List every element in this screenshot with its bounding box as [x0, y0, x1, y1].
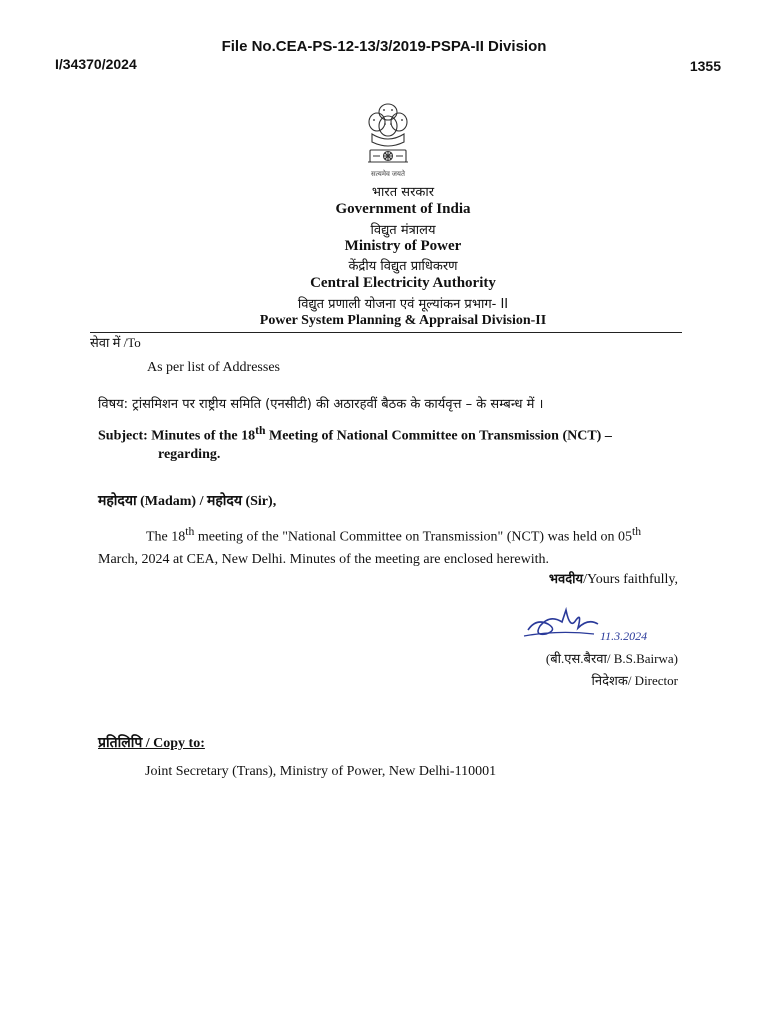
body-part-3: March, 2024 at CEA, New Delhi. Minutes of the meeting are enclosed herewith.	[98, 551, 549, 567]
ministry-name: Ministry of Power	[344, 238, 462, 254]
page-number: 1355	[689, 58, 721, 74]
copy-to-item: Joint Secretary (Trans), Ministry of Power, New Delhi-110001	[145, 764, 497, 779]
authority-name-hindi: केंद्रीय विद्युत प्राधिकरण	[348, 259, 458, 274]
body-paragraph	[98, 521, 680, 571]
subject-continuation: regarding.	[158, 446, 221, 462]
recipient-label: सेवा में /To	[90, 335, 141, 350]
signature-image	[518, 600, 658, 648]
subject-english	[98, 422, 688, 464]
header-divider	[90, 332, 682, 333]
closing-english: /Yours faithfully,	[583, 572, 678, 587]
closing-hindi: भवदीय	[548, 572, 584, 587]
body-part-2: meeting of the "National Committee on Transmission" (NCT) was held on 05	[194, 529, 632, 545]
national-emblem-icon	[364, 100, 412, 178]
subject-rest: Meeting of National Committee on Transmission (NCT) –	[265, 428, 612, 444]
govt-name: Government of India	[335, 201, 471, 217]
ministry-name-hindi: विद्युत मंत्रालय	[370, 223, 436, 238]
file-number: File No.CEA-PS-12-13/3/2019-PSPA-II Division	[221, 38, 547, 55]
signer-name: (बी.एस.बैरवा/ B.S.Bairwa)	[545, 651, 678, 666]
reference-number: I/34370/2024	[55, 56, 137, 72]
closing	[549, 569, 678, 588]
emblem-motto: सत्यमेव जयते	[371, 170, 405, 178]
subject-hindi: विषय: ट्रांसमिशन पर राष्ट्रीय समिति (एनसीटी) की अठारहवीं बैठक के कार्यवृत्त – के सम्बन्ध में ।	[98, 397, 544, 412]
signature-date: 11.3.2024	[600, 629, 648, 643]
recipient-value: As per list of Addresses	[147, 360, 280, 375]
body-part-1: The 18	[146, 529, 186, 545]
body-ordinal-2: th	[631, 525, 642, 538]
division-name-hindi: विद्युत प्रणाली योजना एवं मूल्यांकन प्रभाग- II	[297, 297, 509, 312]
subject-prefix: Subject: Minutes of the 18	[98, 428, 256, 444]
division-name: Power System Planning & Appraisal Division-II	[259, 313, 547, 328]
body-ordinal-1: th	[185, 525, 195, 538]
authority-name: Central Electricity Authority	[310, 275, 496, 291]
salutation: महोदया (Madam) / महोदय (Sir),	[98, 494, 277, 509]
signer-designation: निदेशक/ Director	[591, 673, 678, 688]
subject-ordinal: th	[255, 424, 266, 437]
copy-to-label: प्रतिलिपि / Copy to:	[98, 736, 205, 751]
govt-name-hindi: भारत सरकार	[371, 185, 435, 200]
